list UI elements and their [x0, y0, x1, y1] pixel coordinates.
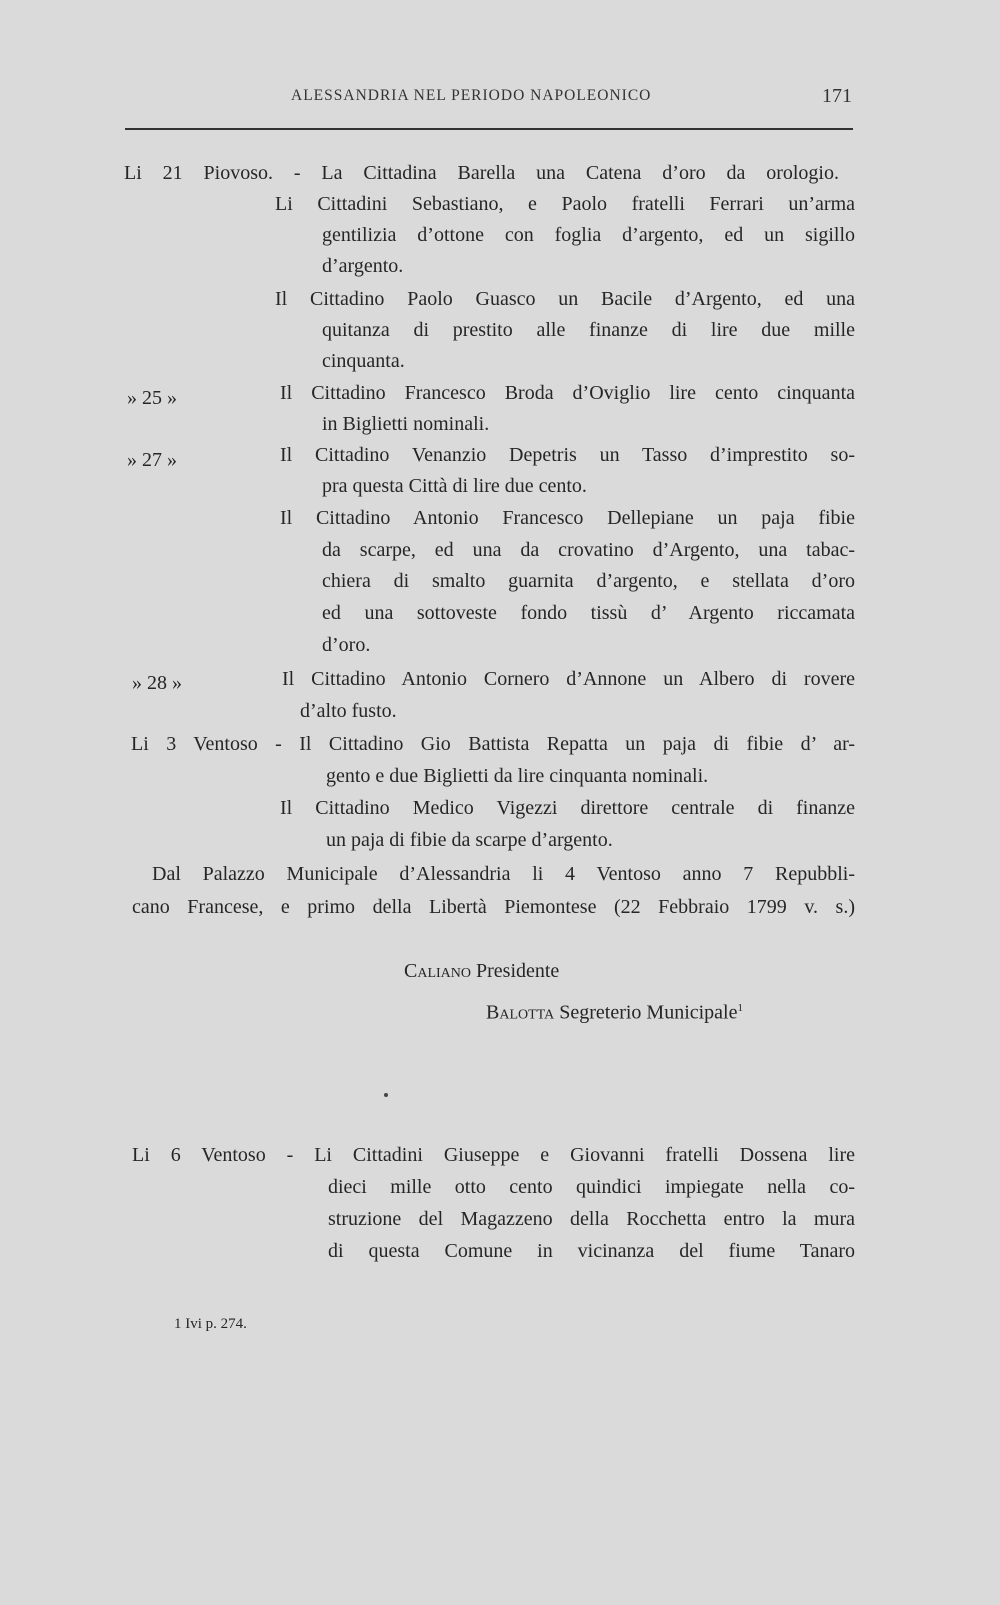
closing-line-1: Dal Palazzo Municipale d’Alessandria li 4 Ventoso anno 7 Repubbli-	[152, 863, 855, 885]
line-entry-dellepiane-end: d’oro.	[322, 634, 371, 656]
footnote	[174, 1316, 247, 1333]
secretary-title: Segreterio Municipale	[559, 1001, 738, 1024]
line-piovoso-21: Li 21 Piovoso. - La Cittadina Barella una Catena d’oro da orologio.	[124, 162, 839, 184]
line-ventoso-3: Li 3 Ventoso - Il Cittadino Gio Battista Repatta un paja di fibie d’ ar-	[131, 733, 855, 755]
line-entry-dossena-4: di questa Comune in vicinanza del fiume Tanaro	[328, 1240, 855, 1262]
line-entry-guasco-cont: quitanza di prestito alle finanze di lire due mille	[322, 319, 855, 341]
line-entry-vigezzi-end: un paja di fibie da scarpe d’argento.	[326, 829, 613, 851]
line-entry-dellepiane-2: da scarpe, ed una da crovatino d’Argento, una tabac-	[322, 539, 855, 561]
line-entry-dellepiane-4: ed una sottoveste fondo tissù d’ Argento riccamata	[322, 602, 855, 624]
line-entry-ferrari-end: d’argento.	[322, 255, 404, 277]
header-rule	[125, 128, 853, 130]
line-entry-dellepiane-3: chiera di smalto guarnita d’argento, e stellata d’oro	[322, 570, 855, 592]
line-entry-ferrari: Li Cittadini Sebastiano, e Paolo fratelli Ferrari un’arma	[275, 193, 855, 215]
signature-secretary	[486, 995, 743, 1026]
running-title: ALESSANDRIA NEL PERIODO NAPOLEONICO	[291, 87, 652, 104]
footnote-marker: 1	[174, 1316, 182, 1332]
footnote-reference: 1	[737, 1002, 743, 1014]
date-ditto-28: » 28 »	[132, 672, 182, 694]
line-entry-broda-end: in Biglietti nominali.	[322, 413, 490, 435]
date-ditto-27: » 27 »	[127, 449, 177, 471]
page-number: 171	[822, 85, 852, 107]
president-name: Caliano	[404, 960, 471, 982]
line-entry-guasco-end: cinquanta.	[322, 350, 405, 372]
line-entry-dellepiane: Il Cittadino Antonio Francesco Dellepiane un paja fibie	[280, 507, 855, 529]
line-entry-guasco: Il Cittadino Paolo Guasco un Bacile d’Argento, ed una	[275, 288, 855, 310]
line-entry-dossena-3: struzione del Magazzeno della Rocchetta entro la mura	[328, 1208, 855, 1230]
signature-president	[404, 958, 559, 984]
section-dot	[384, 1093, 388, 1097]
line-entry-vigezzi: Il Cittadino Medico Vigezzi direttore centrale di finanze	[280, 797, 855, 819]
closing-line-2: cano Francese, e primo della Libertà Piemontese (22 Febbraio 1799 v. s.)	[132, 896, 855, 918]
date-ditto-25: » 25 »	[127, 387, 177, 409]
line-entry-dossena-2: dieci mille otto cento quindici impiegate nella co-	[328, 1176, 855, 1198]
line-ventoso-6: Li 6 Ventoso - Li Cittadini Giuseppe e Giovanni fratelli Dossena lire	[132, 1144, 855, 1166]
line-entry-repatta-end: gento e due Biglietti da lire cinquanta nominali.	[326, 765, 709, 787]
secretary-name: Balotta	[486, 1001, 555, 1024]
line-entry-cornero-end: d’alto fusto.	[300, 700, 397, 722]
line-entry-depetris: Il Cittadino Venanzio Depetris un Tasso d’imprestito so-	[280, 444, 855, 466]
line-entry-broda: Il Cittadino Francesco Broda d’Oviglio lire cento cinquanta	[280, 382, 855, 404]
footnote-text: Ivi p. 274.	[185, 1316, 247, 1332]
line-entry-ferrari-cont: gentilizia d’ottone con foglia d’argento, ed un sigillo	[322, 224, 855, 246]
line-entry-depetris-end: pra questa Città di lire due cento.	[322, 475, 587, 497]
line-entry-cornero: Il Cittadino Antonio Cornero d’Annone un Albero di rovere	[282, 668, 855, 690]
president-title: Presidente	[476, 960, 560, 982]
